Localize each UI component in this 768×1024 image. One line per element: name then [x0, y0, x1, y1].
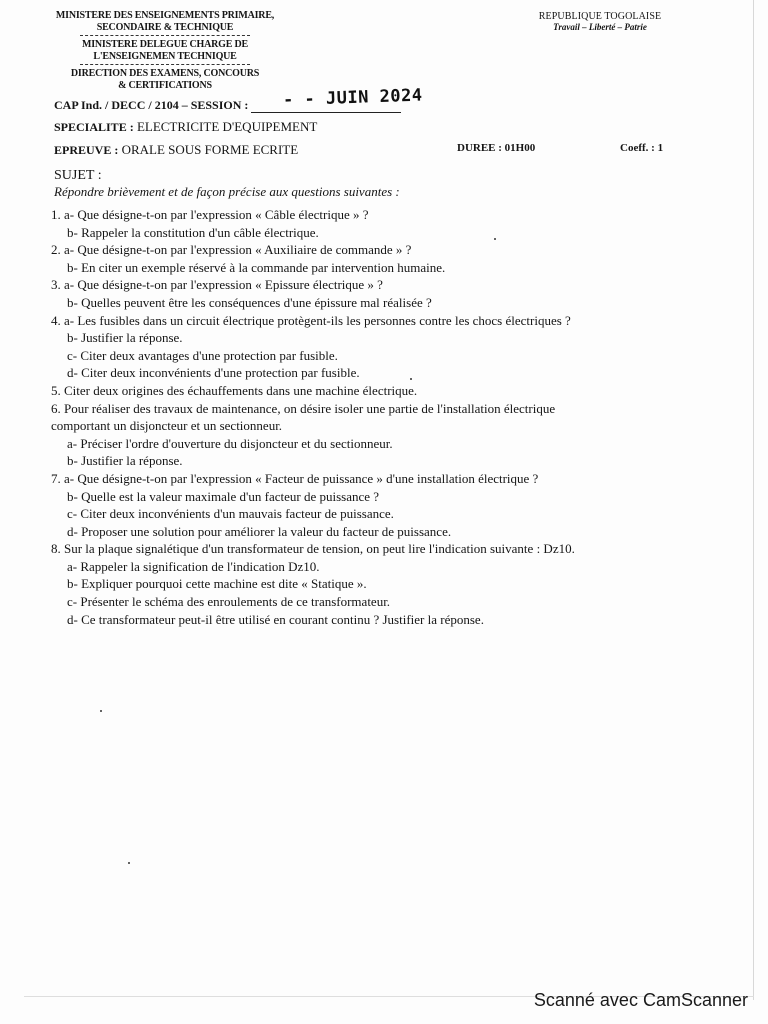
- scan-speck: [494, 238, 496, 240]
- question-1a: 1. a- Que désigne-t-on par l'expression « Câble électrique » ?: [51, 207, 369, 222]
- question-5-text: 5. Citer deux origines des échauffements dans une machine électrique.: [51, 382, 418, 398]
- question-4b: b- Justifier la réponse.: [67, 330, 183, 346]
- specialite-label: SPECIALITE :: [54, 120, 134, 134]
- question-3a: 3. a- Que désigne-t-on par l'expression « Epissure électrique » ?: [51, 277, 383, 293]
- question-4d: d- Citer deux inconvénients d'une protection par fusible.: [67, 365, 360, 381]
- question-2a: 2. a- Que désigne-t-on par l'expression « Auxiliaire de commande » ?: [51, 242, 412, 258]
- question-7b: b- Quelle est la valeur maximale d'un facteur de puissance ?: [67, 488, 380, 504]
- sujet-instruction: Répondre brièvement et de façon précise aux questions suivantes :: [54, 184, 400, 199]
- epreuve-label: EPREUVE :: [54, 143, 119, 157]
- question-6-line-1: 6. Pour réaliser des travaux de maintenance, on désire isoler une partie de l'installation électrique: [51, 400, 556, 416]
- specialite-line: [54, 119, 317, 135]
- sujet-title: SUJET :: [54, 168, 102, 183]
- question-6-line-2: comportant un disjoncteur et un sectionneur.: [51, 418, 283, 434]
- question-4a: 4. a- Les fusibles dans un circuit électrique protègent-ils les personnes contre les chocs électriques ?: [51, 312, 571, 328]
- question-8c: c- Présenter le schéma des enroulements de ce transformateur.: [67, 594, 391, 610]
- session-handwritten-date: - - JUIN 2024: [282, 85, 423, 111]
- question-4: [51, 312, 691, 382]
- question-7d: d- Proposer une solution pour améliorer la valeur du facteur de puissance.: [67, 523, 452, 539]
- question-list: [51, 206, 691, 628]
- question-4c: c- Citer deux avantages d'une protection par fusible.: [67, 347, 338, 363]
- specialite-value: ELECTRICITE D'EQUIPEMENT: [136, 119, 318, 134]
- scan-speck: [100, 710, 102, 712]
- question-8b: b- Expliquer pourquoi cette machine est dite « Statique ».: [67, 576, 367, 592]
- coeff-label: Coeff. : 1: [620, 142, 664, 154]
- question-7c: c- Citer deux inconvénients d'un mauvais facteur de puissance.: [67, 506, 394, 522]
- question-6a: a- Préciser l'ordre d'ouverture du disjoncteur et du sectionneur.: [67, 435, 393, 451]
- question-6: [51, 400, 691, 470]
- republic-name: REPUBLIQUE TOGOLAISE: [538, 11, 662, 22]
- ministry-line-6: & CERTIFICATIONS: [118, 80, 212, 91]
- republic-motto: Travail – Liberté – Patrie: [553, 22, 647, 32]
- camscanner-watermark: Scanné avec CamScanner: [533, 990, 748, 1010]
- question-2b: b- En citer un exemple réservé à la commande par intervention humaine.: [67, 259, 446, 275]
- question-5: [51, 382, 691, 400]
- epreuve-line: [54, 142, 298, 158]
- question-1: [51, 206, 691, 241]
- scan-edge-right: [753, 0, 754, 1000]
- question-8-line-1: 8. Sur la plaque signalétique d'un transformateur de tension, on peut lire l'indication suivante : Dz10.: [51, 541, 575, 557]
- question-2: [51, 241, 691, 276]
- ministry-line-2: SECONDAIRE & TECHNIQUE: [96, 22, 234, 33]
- question-7: [51, 470, 691, 540]
- question-3: [51, 276, 691, 311]
- question-8: [51, 540, 691, 628]
- session-label: CAP Ind. / DECC / 2104 – SESSION :: [54, 98, 249, 112]
- ministry-line-1: MINISTERE DES ENSEIGNEMENTS PRIMAIRE,: [55, 10, 275, 21]
- republic-header: [520, 11, 680, 33]
- scan-speck: [128, 862, 130, 864]
- ministry-line-3: MINISTERE DELEGUE CHARGE DE: [81, 39, 249, 50]
- question-6b: b- Justifier la réponse.: [67, 453, 183, 469]
- question-7a: 7. a- Que désigne-t-on par l'expression « Facteur de puissance » d'une installation électrique ?: [51, 470, 539, 486]
- scan-speck: [410, 378, 412, 380]
- question-1b: b- Rappeler la constitution d'un câble électrique.: [67, 224, 319, 240]
- header-divider: [80, 64, 250, 65]
- question-8d: d- Ce transformateur peut-il être utilisé en courant continu ? Justifier la réponse.: [67, 611, 484, 627]
- header-divider: [80, 35, 250, 36]
- question-3b: b- Quelles peuvent être les conséquences d'une épissure mal réalisée ?: [67, 294, 432, 310]
- ministry-line-4: L'ENSEIGNEMEN TECHNIQUE: [93, 51, 237, 62]
- ministry-header: [40, 10, 290, 92]
- ministry-line-5: DIRECTION DES EXAMENS, CONCOURS: [70, 68, 260, 79]
- epreuve-value: ORALE SOUS FORME ECRITE: [121, 142, 299, 157]
- duree-label: DUREE : 01H00: [457, 142, 536, 154]
- question-8a: a- Rappeler la signification de l'indication Dz10.: [67, 558, 320, 574]
